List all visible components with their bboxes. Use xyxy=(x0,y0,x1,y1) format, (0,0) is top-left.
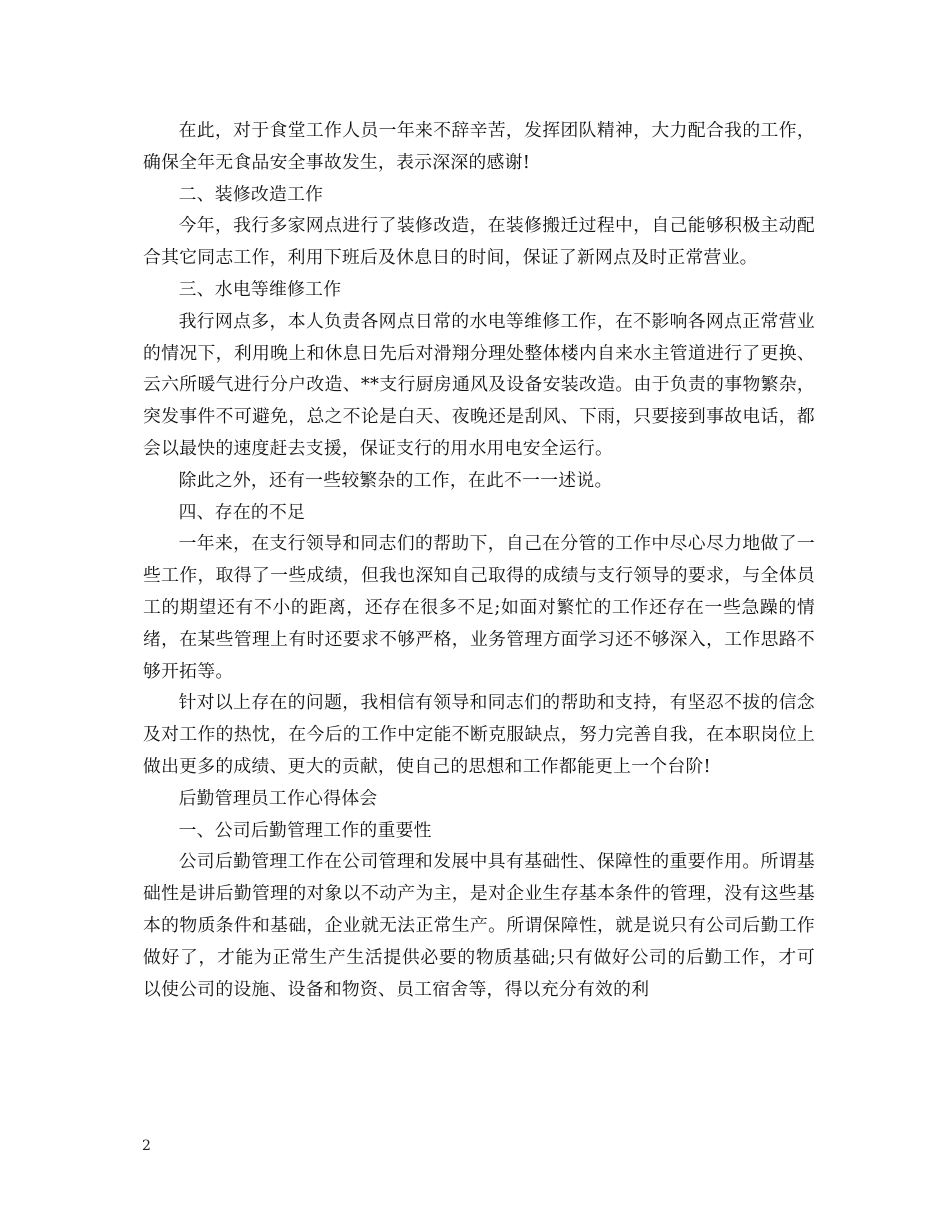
body-text xyxy=(143,115,815,1005)
paragraph-improvement: 针对以上存在的问题，我相信有领导和同志们的帮助和支持，有坚忍不拔的信念及对工作的热忱，在今后的工作中定能不断克服缺点，努力完善自我，在本职岗位上做出更多的成绩、更大的贡献，使自己的思想和工作都能更上一个台阶! xyxy=(143,692,815,777)
paragraph-canteen-thanks: 在此，对于食堂工作人员一年来不辞辛苦，发挥团队精神，大力配合我的工作，确保全年无食品安全事故发生，表示深深的感谢! xyxy=(143,120,815,173)
heading-shortcomings: 四、存在的不足 xyxy=(178,501,306,523)
heading-logistics-experience: 后勤管理员工作心得体会 xyxy=(178,787,378,809)
paragraph-maintenance: 我行网点多，本人负责各网点日常的水电等维修工作，在不影响各网点正常营业的情况下，利用晚上和休息日先后对滑翔分理处整体楼内自来水主管道进行了更换、云六所暖气进行分户改造、**支行厨房通风及设备安装改造。由于负责的事物繁杂，突发事件不可避免，总之不论是白天、夜晚还是刮风、下雨，只要接到事故电话，都会以最快的速度赶去支援，保证支行的用水用电安全运行。 xyxy=(143,310,815,459)
paragraph-shortcomings: 一年来，在支行领导和同志们的帮助下，自己在分管的工作中尽心尽力地做了一些工作，取得了一些成绩，但我也深知自己取得的成绩与支行领导的要求，与全体员工的期望还有不小的距离，还存在很多不足;如面对繁忙的工作还存在一些急躁的情绪，在某些管理上有时还要求不够严格，业务管理方面学习还不够深入，工作思路不够开拓等。 xyxy=(143,533,815,682)
page-number: 2 xyxy=(142,1138,151,1154)
heading-logistics-importance: 一、公司后勤管理工作的重要性 xyxy=(178,819,432,841)
heading-renovation: 二、装修改造工作 xyxy=(178,183,324,205)
paragraph-renovation: 今年，我行多家网点进行了装修改造，在装修搬迁过程中，自己能够积极主动配合其它同志工作，利用下班后及休息日的时间，保证了新网点及时正常营业。 xyxy=(143,215,815,269)
heading-maintenance: 三、水电等维修工作 xyxy=(178,278,342,300)
paragraph-logistics-importance: 公司后勤管理工作在公司管理和发展中具有基础性、保障性的重要作用。所谓基础性是讲后勤管理的对象以不动产为主，是对企业生存基本条件的管理，没有这些基本的物质条件和基础，企业就无法正常生产。所谓保障性，就是说只有公司后勤工作做好了，才能为正常生产生活提供必要的物质基础;只有做好公司的后勤工作，才可以使公司的设施、设备和物资、员工宿舍等，得以充分有效的利 xyxy=(143,851,815,1000)
paragraph-other-work: 除此之外，还有一些较繁杂的工作，在此不一一述说。 xyxy=(178,469,613,491)
